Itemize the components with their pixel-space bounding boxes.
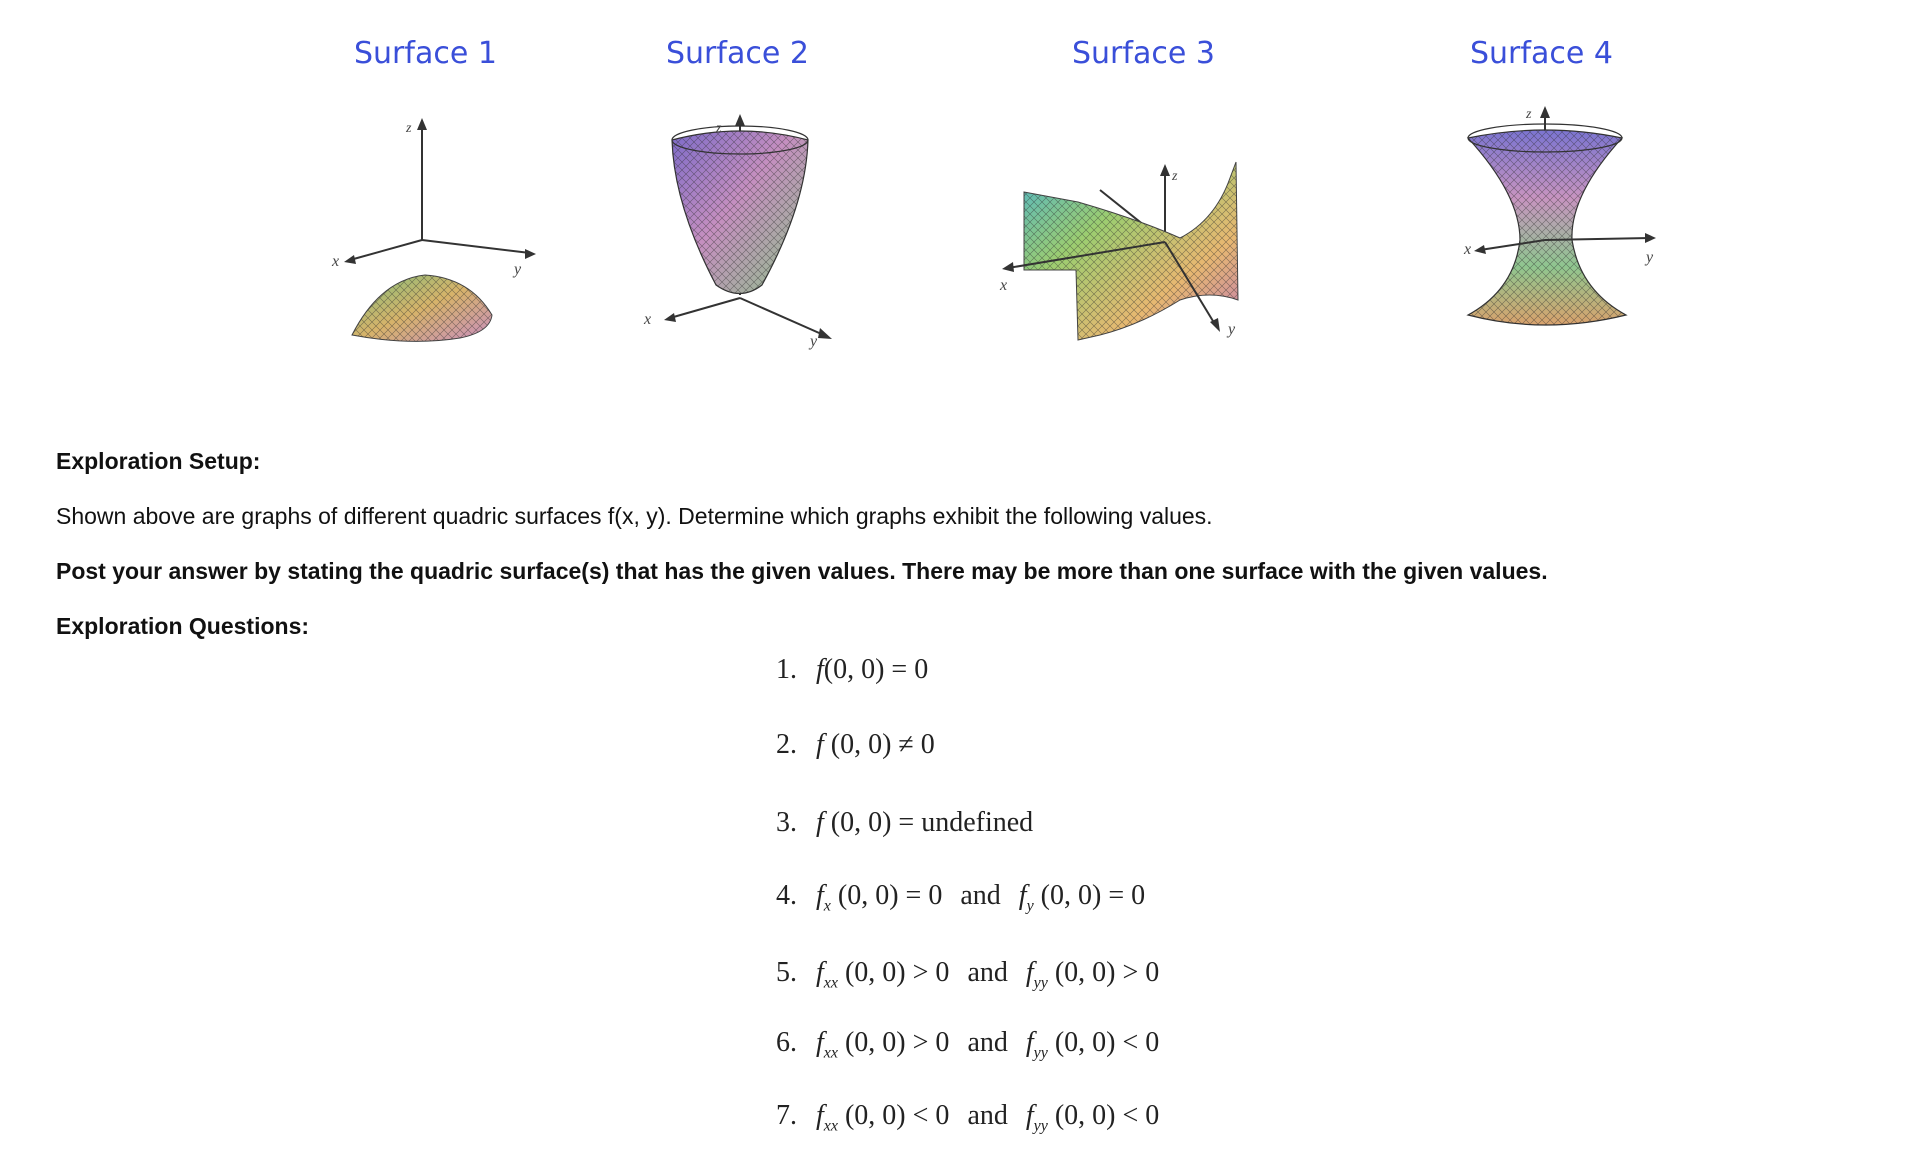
function-symbol: f bbox=[1025, 1100, 1034, 1131]
function-symbol: f bbox=[816, 1027, 824, 1058]
function-subscript: yy bbox=[1033, 1117, 1048, 1135]
function-subscript: xx bbox=[823, 1044, 838, 1062]
and-joiner: and bbox=[960, 880, 1001, 911]
and-joiner: and bbox=[967, 1027, 1008, 1058]
function-subscript: yy bbox=[1033, 974, 1048, 992]
setup-heading: Exploration Setup: bbox=[56, 448, 261, 474]
surface-3-title: Surface 3 bbox=[1072, 36, 1215, 71]
question-item bbox=[776, 729, 935, 761]
function-value: (0, 0) ≠ 0 bbox=[823, 729, 935, 760]
question-number: 6. bbox=[776, 1027, 797, 1058]
question-number: 7. bbox=[776, 1100, 797, 1131]
surface-4-title: Surface 4 bbox=[1470, 36, 1613, 71]
question-item bbox=[776, 654, 928, 686]
surface-4-graph bbox=[1450, 100, 1680, 340]
question-item bbox=[776, 880, 1145, 916]
x-axis bbox=[670, 298, 740, 318]
y-axis bbox=[422, 240, 530, 253]
surface-2-title: Surface 2 bbox=[666, 36, 809, 71]
x-axis-label: x bbox=[1464, 241, 1472, 258]
z-axis-label: z bbox=[406, 121, 412, 136]
surface-1-graph bbox=[320, 110, 550, 350]
surface-3-graph bbox=[990, 150, 1310, 350]
function-symbol: f bbox=[816, 1100, 824, 1131]
function-subscript: xx bbox=[823, 1117, 838, 1135]
question-item bbox=[776, 957, 1159, 993]
y-axis-label: y bbox=[810, 333, 818, 350]
function-symbol: f bbox=[1018, 880, 1027, 911]
function-value: (0, 0) = 0 bbox=[830, 880, 943, 911]
function-symbol: f bbox=[816, 957, 824, 988]
question-item bbox=[776, 807, 1033, 839]
function-value: (0, 0) > 0 bbox=[837, 1027, 950, 1058]
y-axis bbox=[740, 298, 826, 336]
function-value: (0, 0) < 0 bbox=[837, 1100, 950, 1131]
function-subscript: xx bbox=[823, 974, 838, 992]
function-subscript: y bbox=[1026, 897, 1034, 915]
function-value: (0, 0) = undefined bbox=[823, 807, 1034, 838]
function-value: (0, 0) = 0 bbox=[1033, 880, 1146, 911]
z-axis-label: z bbox=[1172, 169, 1178, 184]
y-axis-label: y bbox=[1228, 321, 1236, 338]
z-axis-label: z bbox=[716, 121, 722, 136]
z-axis-label: z bbox=[1526, 107, 1532, 122]
question-number: 4. bbox=[776, 880, 797, 911]
function-value: (0, 0) > 0 bbox=[1047, 957, 1160, 988]
x-axis-label: x bbox=[332, 253, 340, 270]
question-number: 2. bbox=[776, 729, 797, 760]
function-symbol: f bbox=[816, 880, 824, 911]
question-number: 3. bbox=[776, 807, 797, 838]
function-subscript: yy bbox=[1033, 1044, 1048, 1062]
function-symbol: f bbox=[816, 807, 824, 838]
function-value: (0, 0) = 0 bbox=[823, 654, 929, 685]
x-axis bbox=[350, 240, 422, 260]
question-item bbox=[776, 1027, 1159, 1063]
surface-1-title: Surface 1 bbox=[354, 36, 497, 71]
function-symbol: f bbox=[816, 729, 824, 760]
setup-text: Shown above are graphs of different quadric surfaces f(x, y). Determine which graphs exhibit the following values. bbox=[56, 503, 1213, 529]
question-item bbox=[776, 1100, 1159, 1136]
question-number: 5. bbox=[776, 957, 797, 988]
function-symbol: f bbox=[816, 654, 824, 685]
surface-2-graph bbox=[630, 110, 860, 350]
question-number: 1. bbox=[776, 654, 797, 685]
instruction-text: Post your answer by stating the quadric surface(s) that has the given values. There may be more than one surface with the given values. bbox=[56, 558, 1548, 584]
x-axis-label: x bbox=[1000, 277, 1008, 294]
y-axis-label: y bbox=[1646, 249, 1654, 266]
function-subscript: x bbox=[823, 897, 831, 915]
function-symbol: f bbox=[1025, 957, 1034, 988]
y-axis-label: y bbox=[514, 261, 522, 278]
questions-heading: Exploration Questions: bbox=[56, 613, 310, 639]
x-axis-label: x bbox=[644, 311, 652, 328]
and-joiner: and bbox=[967, 957, 1008, 988]
function-value: (0, 0) < 0 bbox=[1047, 1100, 1160, 1131]
function-value: (0, 0) < 0 bbox=[1047, 1027, 1160, 1058]
function-value: (0, 0) > 0 bbox=[837, 957, 950, 988]
function-symbol: f bbox=[1025, 1027, 1034, 1058]
and-joiner: and bbox=[967, 1100, 1008, 1131]
